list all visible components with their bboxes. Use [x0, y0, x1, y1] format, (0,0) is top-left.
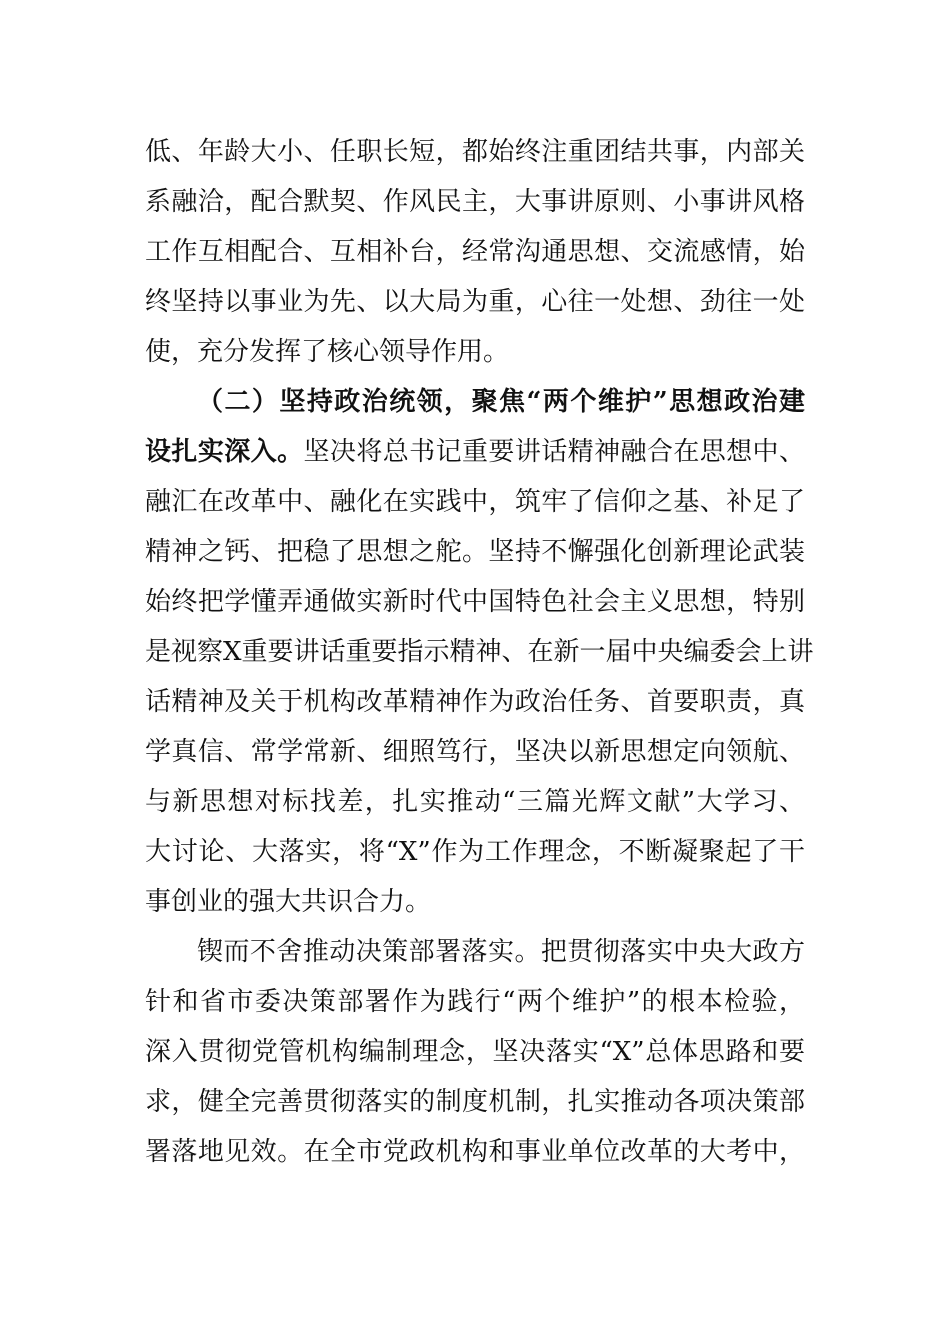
paragraph-line: 事创业的强大共识合力。 [145, 887, 432, 917]
paragraph-line: 话精神及关于机构改革精神作为政治任务、首要职责，真 [145, 687, 805, 717]
paragraph-line: 大讨论、大落实，将“X”作为工作理念，不断凝聚起了干 [145, 837, 805, 867]
paragraph-line: 署落地见效。在全市党政机构和事业单位改革的大考中， [145, 1137, 805, 1167]
paragraph-line: 低、年龄大小、任职长短，都始终注重团结共事，内部关 [145, 137, 805, 167]
paragraph-line: 与新思想对标找差，扎实推动“三篇光辉文献”大学习、 [145, 787, 805, 817]
paragraph-line: 使，充分发挥了核心领导作用。 [145, 337, 510, 367]
paragraph-line: 学真信、常学常新、细照笃行，坚决以新思想定向领航、 [145, 737, 805, 767]
paragraph-line: 始终把学懂弄通做实新时代中国特色社会主义思想，特别 [145, 587, 805, 617]
paragraph-line: 求，健全完善贯彻落实的制度机制，扎实推动各项决策部 [145, 1087, 805, 1117]
paragraph-line: 深入贯彻党管机构编制理念，坚决落实“X”总体思路和要 [145, 1037, 805, 1067]
paragraph-line: 终坚持以事业为先、以大局为重，心往一处想、劲往一处 [145, 287, 805, 317]
paragraph-line: 针和省市委决策部署作为践行“两个维护”的根本检验， [145, 987, 805, 1017]
paragraph-line: 锲而不舍推动决策部署落实。把贯彻落实中央大政方 [197, 937, 805, 967]
paragraph-line-mixed [145, 432, 805, 472]
paragraph-line: 是视察X重要讲话重要指示精神、在新一届中央编委会上讲 [145, 637, 814, 667]
paragraph-line: 融汇在改革中、融化在实践中，筑牢了信仰之基、补足了 [145, 487, 805, 517]
paragraph-text: 坚决将总书记重要讲话精神融合在思想中、 [303, 437, 805, 467]
paragraph-line: 系融洽，配合默契、作风民主，大事讲原则、小事讲风格 [145, 187, 805, 217]
paragraph-line: 精神之钙、把稳了思想之舵。坚持不懈强化创新理论武装 [145, 537, 805, 567]
section-heading-tail: 设扎实深入。 [145, 437, 304, 467]
paragraph-line: 工作互相配合、互相补台，经常沟通思想、交流感情，始 [145, 237, 805, 267]
section-heading-line: （二）坚持政治统领，聚焦“两个维护”思想政治建 [197, 387, 805, 417]
